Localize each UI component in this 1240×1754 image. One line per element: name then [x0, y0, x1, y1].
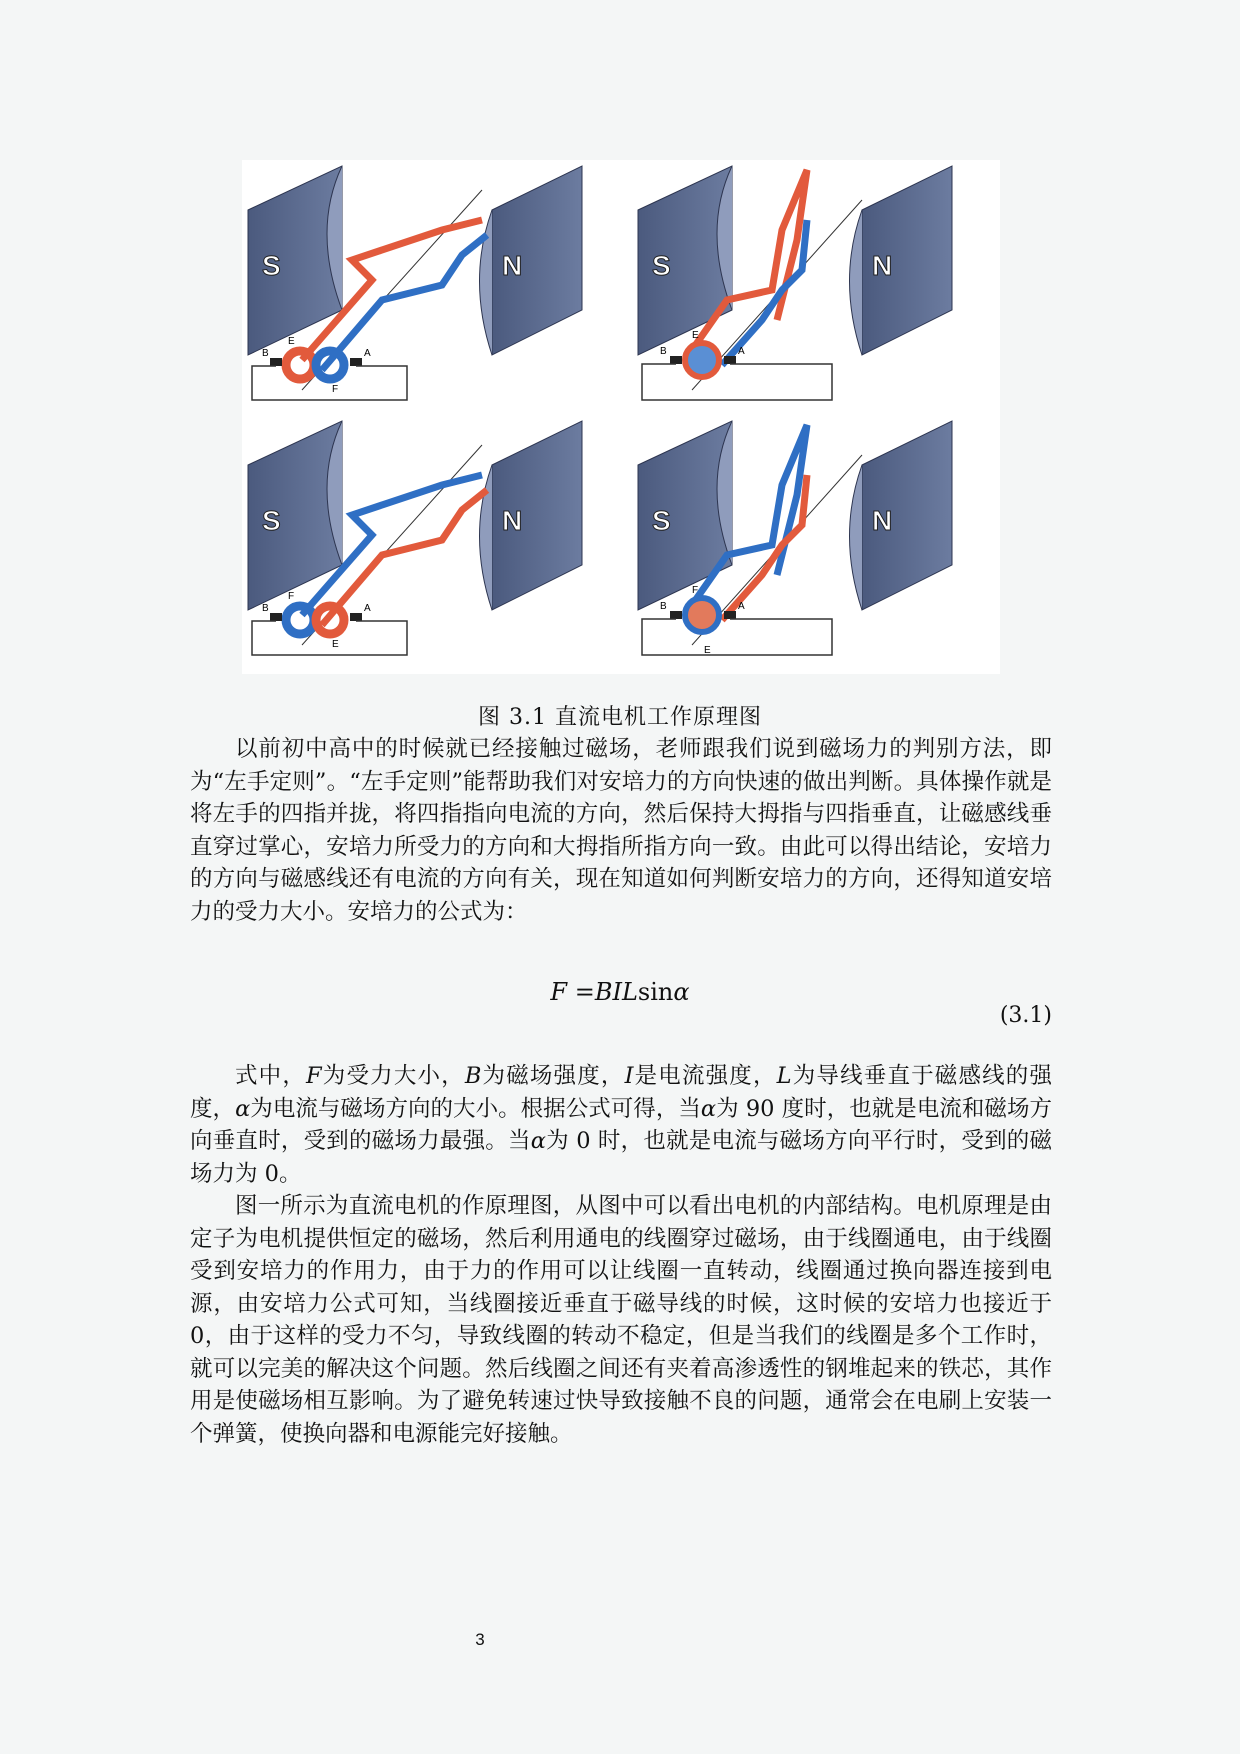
paragraph-1: 以前初中高中的时候就已经接触过磁场，老师跟我们说到磁场力的判别方法，即为“左手定则”。“左手定则”能帮助我们对安培力的方向快速的做出判断。具体操作就是将左手的四指并拢，将四指指向电流的方向，然后保持大拇指与四指垂直，让磁感线垂直穿过掌心，安培力所受力的方向和大拇指所指方向一致。由此可以得出结论，安培力的方向与磁感线还有电流的方向有关，现在知道如何判断安培力的方向，还得知道安培力的受力大小。安培力的公式为： [190, 736, 1052, 925]
formula-func: sin [637, 978, 674, 1006]
paragraph-2 [190, 1060, 1052, 1190]
equation-number: (3.1) [999, 1003, 1052, 1028]
panel1-seg-e: E [288, 336, 295, 347]
formula-lhs: F [550, 978, 568, 1006]
panel3-seg-e: E [332, 639, 339, 650]
panel-2 [638, 166, 952, 400]
p2-var-i: I [624, 1063, 634, 1089]
panel3-south-label: S [262, 505, 281, 536]
panel1-north-label: N [502, 250, 523, 281]
panel-1 [248, 166, 582, 400]
p2-text: 为电流与磁场方向的大小。根据公式可得，当 [250, 1095, 701, 1122]
panel4-south-label: S [652, 505, 671, 536]
panel4-north-label: N [872, 505, 893, 536]
panel1-brush-b: B [262, 348, 269, 359]
p2-var-l: L [776, 1063, 792, 1089]
dc-motor-figure [242, 160, 1000, 674]
panel4-brush-b: B [660, 601, 667, 612]
paragraph-2-block [190, 1060, 1052, 1450]
panel3-seg-f: F [288, 591, 295, 602]
panel4-seg-e: E [704, 645, 711, 656]
panel4-brush-a: A [738, 601, 745, 612]
p2-var-alpha: α [700, 1095, 717, 1122]
p2-text: 为磁场强度， [481, 1063, 625, 1089]
p2-text: 为 90 度时，也就是电流和磁场方向垂直时，受到的磁场力最强。当 [190, 1095, 1052, 1154]
formula-angle: α [673, 978, 690, 1006]
panel-3 [248, 421, 582, 655]
paragraph-3: 图一所示为直流电机的作原理图，从图中可以看出电机的内部结构。电机原理是由定子为电机提供恒定的磁场，然后利用通电的线圈穿过磁场，由于线圈通电，由于线圈受到安培力的作用力，由于力的作用可以让线圈一直转动，线圈通过换向器连接到电源，由安培力公式可知，当线圈接近垂直于磁导线的时候，这时候的安培力也接近于 0，由于这样的受力不匀，导致线圈的转动不稳定，但是当我们的线圈是多个工作时，就可以完美的解决这个问题。然后线圈之间还有夹着高渗透性的钢堆起来的铁芯，其作用是使磁场相互影响。为了避免转速过快导致接触不良的问题，通常会在电刷上安装一个弹簧，使换向器和电源能完好接触。 [190, 1193, 1052, 1447]
panel4-seg-f: F [692, 585, 699, 596]
p2-text: 为 0 时，也就是电流与磁场方向平行时，受到的磁场力为 0。 [190, 1128, 1052, 1187]
panel2-brush-b: B [660, 346, 667, 357]
panel2-seg-e: E [692, 330, 699, 341]
p2-text: 式中， [235, 1063, 307, 1089]
p2-text: 为导线垂直于磁感线的强度， [190, 1063, 1052, 1122]
formula-vars: BIL [594, 978, 638, 1006]
formula-equals: = [567, 978, 595, 1006]
p2-var-b: B [464, 1063, 482, 1089]
panel1-seg-f: F [332, 384, 339, 395]
p2-text: 为受力大小， [321, 1063, 465, 1089]
panel1-brush-a: A [364, 348, 371, 359]
panel3-brush-a: A [364, 603, 371, 614]
panel1-south-label: S [262, 250, 281, 281]
panel-4 [638, 421, 952, 656]
p2-var-alpha: α [530, 1128, 546, 1154]
panel2-brush-a: A [738, 346, 745, 357]
figure-caption: 图 3.1 直流电机工作原理图 [478, 705, 762, 730]
dc-motor-diagram [242, 160, 1000, 674]
p2-var-alpha: α [235, 1095, 251, 1122]
page-number: 3 [475, 1630, 485, 1649]
p2-var-f: F [306, 1063, 322, 1089]
panel3-brush-b: B [262, 603, 269, 614]
p2-text: 是电流强度， [633, 1063, 777, 1089]
panel2-south-label: S [652, 250, 671, 281]
panel2-north-label: N [872, 250, 893, 281]
ampere-force-formula [0, 978, 1240, 1006]
paragraph-1-block [190, 733, 1052, 928]
panel3-north-label: N [502, 505, 523, 536]
